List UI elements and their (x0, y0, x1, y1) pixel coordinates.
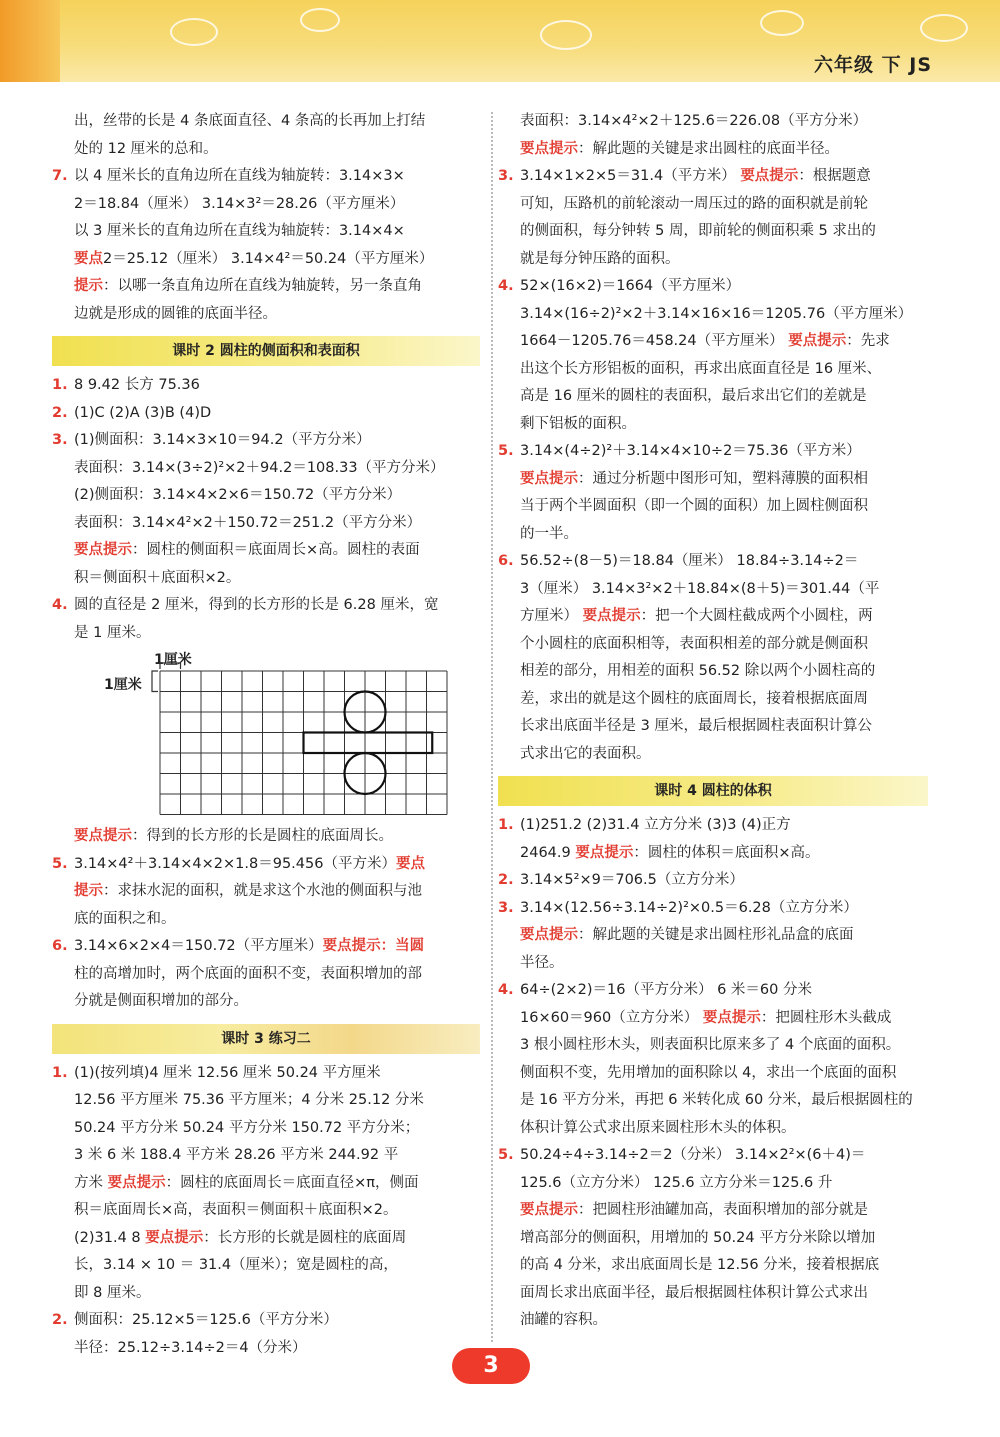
item-number: 1. (498, 817, 514, 833)
line-text: 积＝底面周长×高，表面积＝侧面积＋底面积×2。 (74, 1202, 398, 1218)
line-text: 增高部分的侧面积，用增加的 50.24 平方分米除以增加 (520, 1229, 876, 1246)
line-text: 64÷(2×2)＝16（平方分米） 6 米＝60 分米 (520, 982, 812, 998)
line-text: 3（厘米） 3.14×3²×2＋18.84×(8＋5)＝301.44（平 (520, 580, 880, 597)
key-hint-label: 要点提示 (520, 927, 578, 943)
line-text: 方厘米） (520, 608, 583, 624)
line-text: ：以哪一条直角边所在直线为轴旋转，另一条直角 (103, 278, 422, 294)
text-line (498, 411, 928, 439)
line-text: 侧面积不变，先用增加的面积除以 4，求出一个底面的面积 (520, 1064, 897, 1081)
text-line (498, 1005, 928, 1033)
text-line (498, 1225, 928, 1253)
line-text: 8 9.42 长方 75.36 (74, 377, 200, 393)
item-number: 2. (52, 404, 68, 421)
line-text: 的高 4 分米，求出底面周长是 12.56 分米，接着根据底 (520, 1257, 880, 1273)
line-text: 个小圆柱的底面积相等，表面积相差的部分就是侧面积 (520, 635, 868, 652)
text-line (498, 273, 928, 301)
text-line (52, 455, 480, 483)
line-text: 的一半。 (520, 525, 578, 542)
text-line (498, 631, 928, 659)
text-line (52, 1252, 480, 1280)
text-line (52, 218, 480, 246)
line-text: 3.14×5²×9＝706.5（立方分米） (520, 872, 744, 888)
text-line (52, 510, 480, 538)
grid-label-left: 1厘米 (104, 677, 142, 693)
text-line (498, 576, 928, 604)
line-text: 3.14×(16÷2)²×2＋3.14×16×16＝1205.76（平方厘米） (520, 305, 913, 322)
key-hint-label: 要点提示 (74, 542, 132, 558)
line-text: 相差的部分，用相差的面积 56.52 除以两个小圆柱高的 (520, 663, 876, 679)
line-text: (1)侧面积：3.14×3×10＝94.2（平方分米） (74, 432, 371, 448)
line-text: 3.14×1×2×5＝31.4（平方米） (520, 168, 741, 184)
text-line (52, 537, 480, 565)
text-line (52, 427, 480, 455)
line-text: ：圆柱的体积＝底面积×高。 (633, 844, 820, 861)
line-text: 长求出底面半径是 3 厘米，最后根据圆柱表面积计算公 (520, 718, 872, 734)
line-text: 即 8 厘米。 (74, 1284, 151, 1301)
line-text: 12.56 平方厘米 75.36 平方厘米；4 分米 25.12 分米 (74, 1092, 424, 1108)
text-line (498, 191, 928, 219)
side-rectangle (304, 733, 433, 754)
line-text: 以 3 厘米长的直角边所在直线为轴旋转：3.14×4× (74, 223, 405, 239)
right-block-2 (498, 812, 928, 1335)
line-text: 体积计算公式求出原来圆柱形木头的体积。 (520, 1119, 796, 1136)
line-text: ：求抹水泥的面积，就是求这个水池的侧面积与池 (103, 883, 422, 899)
text-line (52, 1170, 480, 1198)
text-line (52, 372, 480, 400)
line-text: 面周长求出底面半径，最后根据圆柱体积计算公式求出 (520, 1284, 868, 1301)
line-text: 3.14×(4÷2)²＋3.14×4×10÷2＝75.36（平方米） (520, 443, 861, 459)
line-text: (1)(按列填)4 厘米 12.56 厘米 50.24 平方厘米 (74, 1064, 381, 1081)
item-number: 1. (52, 377, 68, 393)
text-line (498, 301, 928, 329)
right-block-1 (498, 108, 928, 768)
text-line (498, 1142, 928, 1170)
line-text: ：解此题的关键是求出圆柱形礼品盒的底面 (578, 927, 854, 943)
line-text: 柱的高增加时，两个底面的面积不变，表面积增加的部 (74, 965, 422, 982)
text-line (498, 741, 928, 769)
text-line (52, 565, 480, 593)
line-text: 表面积：3.14×(3÷2)²×2＋94.2＝108.33（平方分米） (74, 459, 445, 476)
key-hint-label: 提示 (74, 278, 103, 294)
item-number: 6. (498, 553, 514, 569)
item-number: 4. (498, 982, 514, 998)
text-line (498, 603, 928, 631)
text-line (498, 686, 928, 714)
line-text: 是 16 平方分米，再把 6 米转化成 60 分米，最后根据圆柱的 (520, 1092, 913, 1108)
grade-label: 六年级 下 JS (814, 54, 932, 76)
key-hint-label: 要点提示 (74, 828, 132, 844)
item-number: 4. (498, 278, 514, 294)
text-line (52, 1307, 480, 1335)
text-line (498, 840, 928, 868)
text-line (52, 851, 480, 879)
text-line (498, 1197, 928, 1225)
line-text: 就是每分钟压路的面积。 (520, 250, 680, 267)
line-text: 可知，压路机的前轮滚动一周压过的路的面积就是前轮 (520, 195, 868, 212)
text-line (498, 1170, 928, 1198)
line-text: ：得到的长方形的长是圆柱的底面周长。 (132, 828, 393, 844)
line-text: 半径：25.12÷3.14÷2＝4（分米） (74, 1339, 307, 1356)
line-text: 当于两个半圆面积（即一个圆的面积）加上圆柱侧面积 (520, 498, 868, 514)
text-line (498, 246, 928, 274)
cloud-icon (760, 10, 804, 36)
section-heading-lesson-4: 课时 4 圆柱的体积 (498, 776, 928, 806)
text-line (498, 163, 928, 191)
text-line (498, 328, 928, 356)
text-line (498, 466, 928, 494)
line-text: ：长方形的长就是圆柱的底面周 (203, 1229, 407, 1246)
text-line (498, 950, 928, 978)
text-line (498, 438, 928, 466)
text-line (498, 1115, 928, 1143)
section-heading-lesson-2: 课时 2 圆柱的侧面积和表面积 (52, 336, 480, 366)
line-text: 3 根小圆柱形木头，则表面积比原来多了 4 个底面的面积。 (520, 1037, 901, 1053)
text-line (498, 713, 928, 741)
text-line (52, 1280, 480, 1308)
text-line (52, 906, 480, 934)
line-text: 16×60＝960（立方分米） (520, 1009, 703, 1026)
bracket-left (152, 671, 158, 692)
line-text: 侧面积：25.12×5＝125.6（平方分米） (74, 1312, 338, 1328)
line-text: (2)31.4 8 (74, 1229, 146, 1246)
text-line (52, 620, 480, 648)
cloud-icon (170, 18, 218, 46)
line-text: 1664－1205.76＝458.24（平方厘米） (520, 333, 789, 349)
line-text: 圆的直径是 2 厘米，得到的长方形的长是 6.28 厘米，宽 (74, 597, 439, 613)
text-line (52, 400, 480, 428)
key-hint-label: 要点提示 (582, 608, 641, 624)
line-text: 56.52÷(8－5)＝18.84（厘米） 18.84÷3.14÷2＝ (520, 553, 859, 569)
text-line (52, 1060, 480, 1088)
item-number: 7. (52, 168, 68, 184)
text-line (52, 108, 480, 136)
line-text: 油罐的容积。 (520, 1312, 607, 1328)
line-text: 的侧面积，每分钟转 5 周，即前轮的侧面积乘 5 求出的 (520, 223, 876, 239)
text-line (498, 1060, 928, 1088)
text-line (498, 1087, 928, 1115)
line-text: 2＝25.12（厘米） 3.14×4²＝50.24（平方厘米） (103, 250, 434, 267)
text-line (52, 823, 480, 851)
text-line (498, 812, 928, 840)
text-line (52, 933, 480, 961)
line-text: 出，丝带的长是 4 条底面直径、4 条高的长再加上打结 (74, 113, 426, 129)
text-line (498, 218, 928, 246)
line-text: 方米 (74, 1174, 108, 1191)
line-text: 出这个长方形铝板的面积，再求出底面直径是 16 厘米、 (520, 360, 882, 377)
page-header (0, 0, 1000, 82)
text-line (498, 1252, 928, 1280)
text-line (52, 482, 480, 510)
text-line (52, 878, 480, 906)
line-text: 125.6（立方分米） 125.6 立方分米＝125.6 升 (520, 1174, 833, 1191)
text-line (498, 493, 928, 521)
line-text: 3.14×4²＋3.14×4×2×1.8＝95.456（平方米） (74, 855, 396, 872)
line-text: ：解此题的关键是求出圆柱的底面半径。 (578, 140, 839, 157)
line-text: (1)251.2 (2)31.4 立方分米 (3)3 (4)正方 (520, 817, 791, 833)
line-text: ：把圆柱形木头截成 (760, 1009, 892, 1026)
text-line (498, 658, 928, 686)
key-hint-label: 提示 (74, 883, 103, 899)
item-number: 3. (498, 899, 514, 916)
line-text: 底的面积之和。 (74, 910, 176, 927)
rectangle-grid-figure (52, 649, 480, 819)
left-block-3 (52, 823, 480, 1016)
line-text: 半径。 (520, 954, 564, 971)
line-text: 剩下铝板的面积。 (520, 415, 636, 432)
text-line (498, 1307, 928, 1335)
grid-label-top: 1厘米 (154, 652, 192, 668)
line-text: ：先求 (846, 333, 890, 349)
key-hint-label: 要点提示 (575, 844, 634, 861)
text-line (498, 136, 928, 164)
text-line (52, 1115, 480, 1143)
text-line (52, 961, 480, 989)
text-line (498, 383, 928, 411)
header-accent-bar (0, 0, 60, 82)
text-line (52, 592, 480, 620)
left-block-2 (52, 372, 480, 647)
line-text: 长，3.14 × 10 ＝ 31.4（厘米）；宽是圆柱的高， (74, 1257, 398, 1273)
key-hint-label: 要点提示 (520, 470, 578, 487)
text-line (52, 1087, 480, 1115)
text-line (498, 867, 928, 895)
text-line (52, 273, 480, 301)
text-line (52, 988, 480, 1016)
line-text: 3.14×(12.56÷3.14÷2)²×0.5＝6.28（立方分米） (520, 899, 858, 916)
text-line (52, 1197, 480, 1225)
text-line (52, 1142, 480, 1170)
text-line (52, 246, 480, 274)
line-text: 3.14×6×2×4＝150.72（平方厘米） (74, 938, 323, 954)
text-line (52, 301, 480, 329)
cloud-icon (540, 20, 592, 50)
line-text: ：圆柱的侧面积＝底面周长×高。圆柱的表面 (132, 542, 420, 558)
cloud-icon (300, 8, 340, 32)
item-number: 5. (52, 855, 68, 872)
item-number: 5. (498, 1147, 514, 1163)
key-hint-label: 要点提示 (107, 1174, 166, 1191)
item-number: 4. (52, 597, 68, 613)
item-number: 2. (498, 872, 514, 888)
line-text: 以 4 厘米长的直角边所在直线为轴旋转：3.14×3× (74, 168, 405, 184)
text-line (52, 191, 480, 219)
item-number: 6. (52, 938, 68, 954)
key-hint-label: 要点提示 (788, 333, 847, 349)
line-text: (2)侧面积：3.14×4×2×6＝150.72（平方分米） (74, 487, 402, 503)
text-line (52, 1335, 480, 1363)
line-text: 积＝侧面积＋底面积×2。 (74, 569, 241, 586)
line-text: 50.24 平方分米 50.24 平方分米 150.72 平方分米； (74, 1119, 420, 1136)
grid-svg (52, 649, 480, 819)
item-number: 2. (52, 1312, 68, 1328)
item-number: 5. (498, 443, 514, 459)
column-divider (491, 112, 493, 1342)
section-heading-lesson-3: 课时 3 练习二 (52, 1024, 480, 1054)
text-line (52, 136, 480, 164)
item-number: 1. (52, 1064, 68, 1081)
cloud-icon (920, 14, 968, 42)
text-line (52, 163, 480, 191)
line-text: 是 1 厘米。 (74, 624, 151, 641)
line-text: 50.24÷4÷3.14÷2＝2（分米） 3.14×2²×(6＋4)＝ (520, 1147, 866, 1163)
key-hint-label: 要点提示 (520, 1202, 578, 1218)
left-column (52, 108, 480, 1362)
line-text: ：把一个大圆柱截成两个小圆柱，两 (640, 608, 873, 624)
line-text: ：把圆柱形油罐加高，表面积增加的部分就是 (578, 1202, 868, 1218)
right-column (498, 108, 928, 1335)
line-text: 2464.9 (520, 844, 576, 861)
line-text: 分就是侧面积增加的部分。 (74, 993, 248, 1009)
item-number: 3. (498, 168, 514, 184)
text-line (498, 521, 928, 549)
line-text: (1)C (2)A (3)B (4)D (74, 404, 212, 421)
left-block-4 (52, 1060, 480, 1363)
text-line (498, 895, 928, 923)
line-text: ：通过分析题中图形可知，塑料薄膜的面积相 (578, 470, 868, 487)
key-hint-label: 要点提示 (520, 140, 578, 157)
key-hint-label: 要点提示：当圆 (322, 938, 425, 954)
line-text: 表面积：3.14×4²×2＋125.6＝226.08（平方分米） (520, 113, 868, 129)
text-line (498, 108, 928, 136)
line-text: 2＝18.84（厘米） 3.14×3²＝28.26（平方厘米） (74, 195, 405, 212)
left-block-1 (52, 108, 480, 328)
item-number: 3. (52, 432, 68, 448)
page-number: 3 (452, 1348, 530, 1384)
key-hint-label: 要点提示 (145, 1229, 204, 1246)
line-text: 表面积：3.14×4²×2＋150.72＝251.2（平方分米） (74, 514, 422, 531)
line-text: 3 米 6 米 188.4 平方米 28.26 平方米 244.92 平 (74, 1147, 399, 1163)
text-line (498, 1280, 928, 1308)
line-text: 边就是形成的圆锥的底面半径。 (74, 305, 277, 322)
line-text: 52×(16×2)＝1664（平方厘米） (520, 278, 741, 294)
line-text: ：根据题意 (798, 168, 871, 184)
line-text: 处的 12 厘米的总和。 (74, 140, 218, 157)
text-line (498, 1032, 928, 1060)
line-text: ：圆柱的底面周长＝底面直径×π，侧面 (165, 1174, 419, 1191)
line-text: 式求出它的表面积。 (520, 745, 651, 762)
key-hint-label: 要点提示 (702, 1009, 761, 1026)
key-hint-label: 要点 (74, 250, 103, 267)
text-line (498, 548, 928, 576)
key-hint-label: 要点提示 (740, 168, 799, 184)
key-hint-label: 要点 (395, 855, 425, 872)
text-line (498, 356, 928, 384)
text-line (498, 977, 928, 1005)
text-line (52, 1225, 480, 1253)
text-line (498, 922, 928, 950)
line-text: 差，求出的就是这个圆柱的底面周长，接着根据底面周 (520, 690, 868, 707)
line-text: 高是 16 厘米的圆柱的表面积，最后求出它们的差就是 (520, 388, 867, 404)
